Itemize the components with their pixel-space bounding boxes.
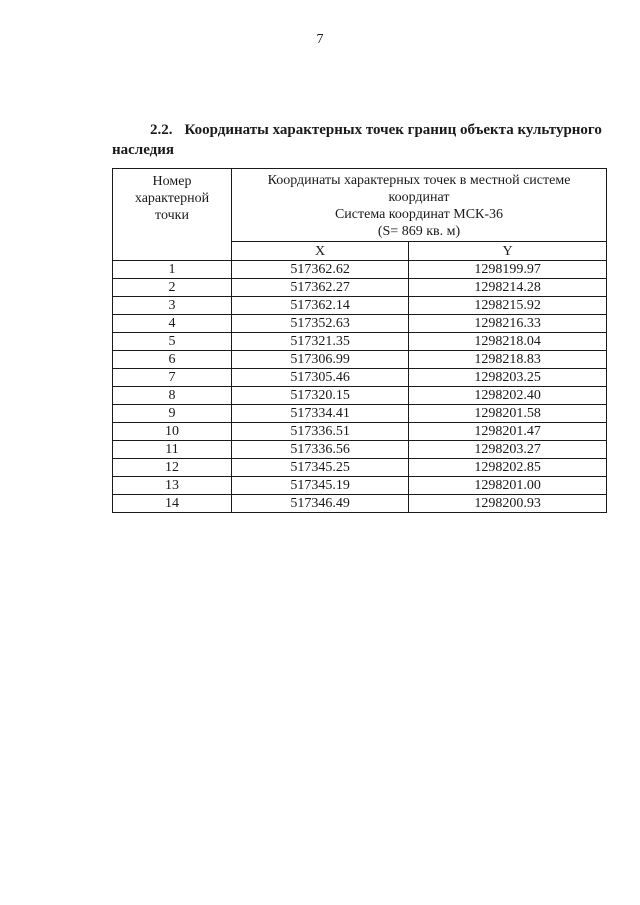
- coordinates-header-line: координат: [388, 190, 450, 205]
- x-column-header: X: [232, 242, 409, 261]
- y-column-header: Y: [409, 242, 607, 261]
- x-coordinate-cell: 517352.63: [232, 315, 409, 333]
- section-number: 2.2.: [150, 122, 173, 138]
- point-number-cell: 2: [113, 279, 232, 297]
- coordinates-header-line: (S= 869 кв. м): [377, 224, 461, 239]
- table-row: [113, 405, 607, 423]
- table-row: [113, 333, 607, 351]
- point-number-cell: 5: [113, 333, 232, 351]
- table-row: [113, 315, 607, 333]
- table-row: [113, 351, 607, 369]
- x-coordinate-cell: 517320.15: [232, 387, 409, 405]
- table-row: [113, 261, 607, 279]
- section-heading: [112, 120, 622, 160]
- point-number-cell: 1: [113, 261, 232, 279]
- section-title: Координаты характерных точек границ объекта культурного наследия: [112, 122, 602, 158]
- point-number-cell: 4: [113, 315, 232, 333]
- x-coordinate-cell: 517362.27: [232, 279, 409, 297]
- page-number: 7: [316, 32, 324, 47]
- coordinates-table: [112, 168, 607, 513]
- x-coordinate-cell: 517334.41: [232, 405, 409, 423]
- point-number-header: [113, 169, 232, 261]
- y-coordinate-cell: 1298203.25: [409, 369, 607, 387]
- point-number-header-line: точки: [155, 208, 189, 223]
- x-coordinate-cell: 517336.51: [232, 423, 409, 441]
- point-number-header-line: Номер: [152, 174, 192, 189]
- table-row: [113, 441, 607, 459]
- point-number-cell: 11: [113, 441, 232, 459]
- y-coordinate-cell: 1298201.58: [409, 405, 607, 423]
- point-number-cell: 10: [113, 423, 232, 441]
- coordinates-table-body: [113, 261, 607, 513]
- point-number-cell: 8: [113, 387, 232, 405]
- y-coordinate-cell: 1298200.93: [409, 495, 607, 513]
- y-coordinate-cell: 1298218.04: [409, 333, 607, 351]
- table-row: [113, 369, 607, 387]
- x-coordinate-cell: 517345.25: [232, 459, 409, 477]
- y-coordinate-cell: 1298201.00: [409, 477, 607, 495]
- point-number-cell: 7: [113, 369, 232, 387]
- point-number-header-line: характерной: [134, 191, 210, 206]
- table-row: [113, 459, 607, 477]
- x-coordinate-cell: 517321.35: [232, 333, 409, 351]
- y-coordinate-cell: 1298203.27: [409, 441, 607, 459]
- x-coordinate-cell: 517306.99: [232, 351, 409, 369]
- coordinates-header: [232, 169, 607, 242]
- y-coordinate-cell: 1298202.85: [409, 459, 607, 477]
- x-coordinate-cell: 517336.56: [232, 441, 409, 459]
- point-number-cell: 9: [113, 405, 232, 423]
- y-coordinate-cell: 1298201.47: [409, 423, 607, 441]
- table-row: [113, 477, 607, 495]
- table-row: [113, 279, 607, 297]
- x-coordinate-cell: 517362.14: [232, 297, 409, 315]
- x-coordinate-cell: 517362.62: [232, 261, 409, 279]
- y-coordinate-cell: 1298216.33: [409, 315, 607, 333]
- x-coordinate-cell: 517346.49: [232, 495, 409, 513]
- table-row: [113, 297, 607, 315]
- point-number-cell: 6: [113, 351, 232, 369]
- coordinates-header-line: Координаты характерных точек в местной системе: [267, 173, 571, 188]
- x-coordinate-cell: 517305.46: [232, 369, 409, 387]
- coordinates-header-line: Система координат МСК-36: [334, 207, 504, 222]
- y-coordinate-cell: 1298199.97: [409, 261, 607, 279]
- y-coordinate-cell: 1298218.83: [409, 351, 607, 369]
- y-coordinate-cell: 1298214.28: [409, 279, 607, 297]
- y-coordinate-cell: 1298202.40: [409, 387, 607, 405]
- table-row: [113, 495, 607, 513]
- point-number-cell: 13: [113, 477, 232, 495]
- point-number-cell: 12: [113, 459, 232, 477]
- point-number-cell: 3: [113, 297, 232, 315]
- y-coordinate-cell: 1298215.92: [409, 297, 607, 315]
- table-row: [113, 387, 607, 405]
- point-number-cell: 14: [113, 495, 232, 513]
- table-row: [113, 423, 607, 441]
- x-coordinate-cell: 517345.19: [232, 477, 409, 495]
